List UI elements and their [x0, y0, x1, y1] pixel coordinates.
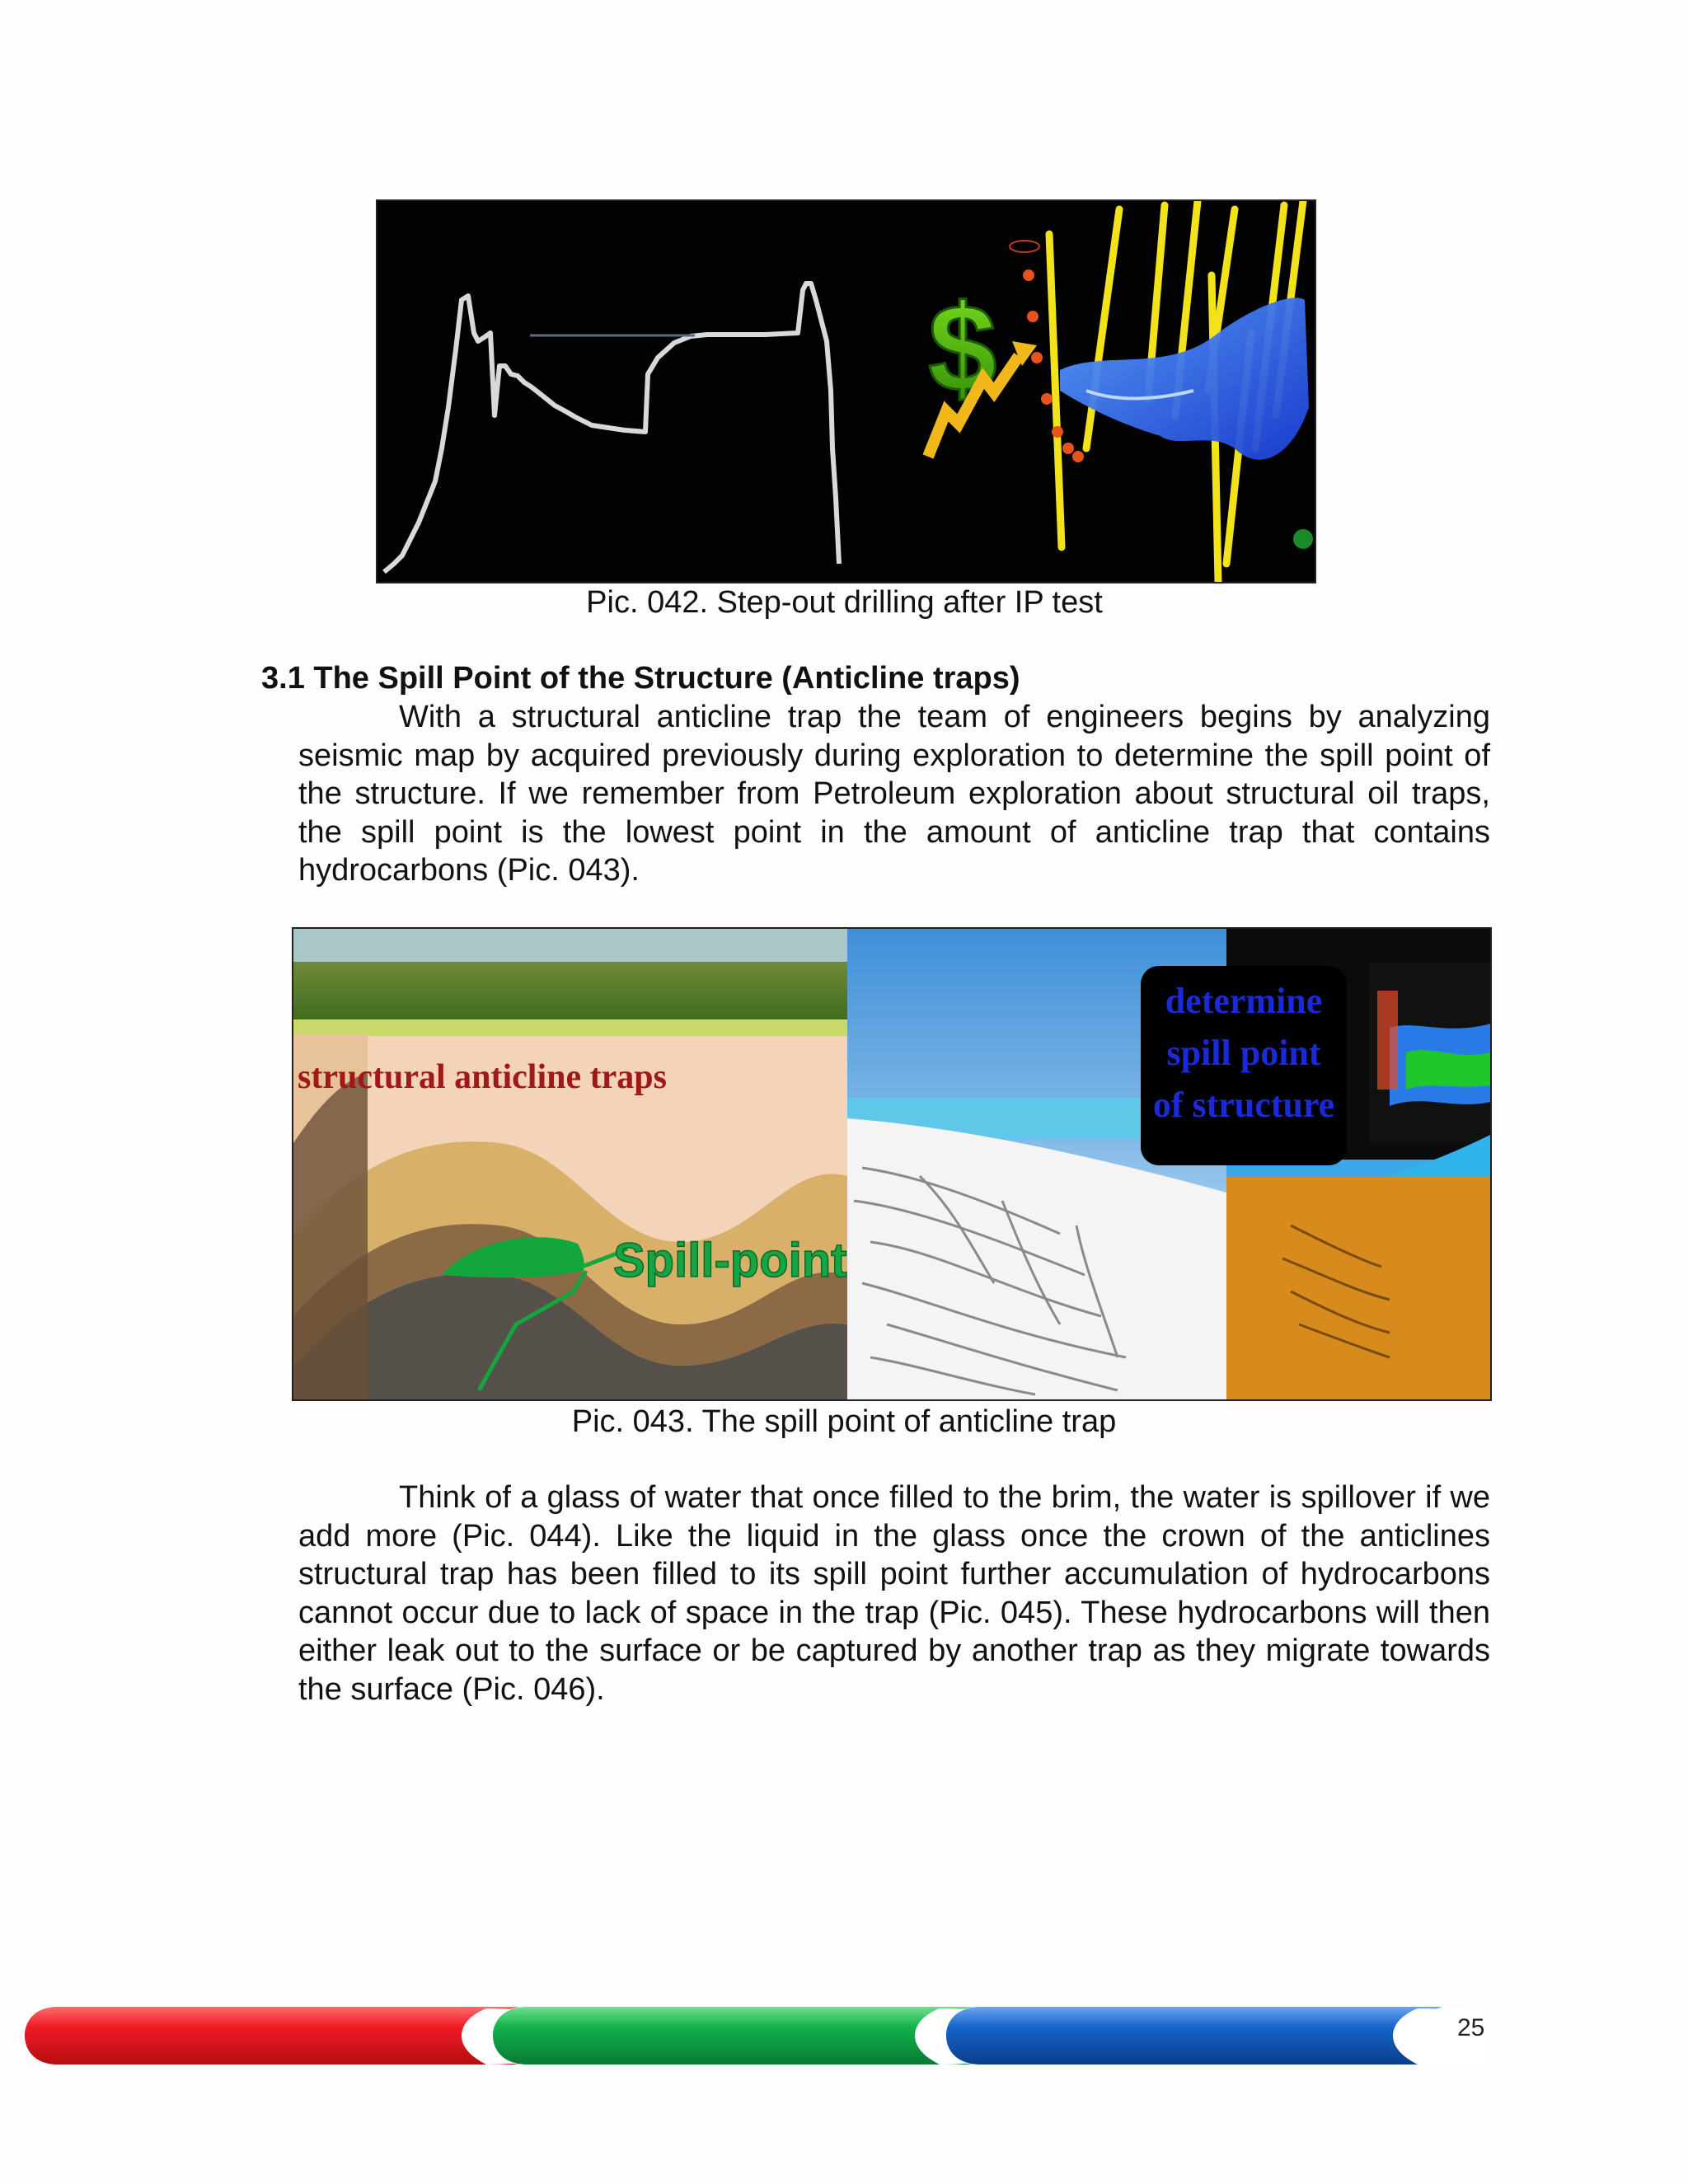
figure-pic-042 [376, 199, 1316, 583]
paragraph-2-text: Think of a glass of water that once filled to the brim, the water is spillover if we add more (Pic. 044). Like the liquid in the glass once the crown of the anticlines structural trap has been filled to its spill point further accumulation of hydrocarbons cannot occur due to lack of space in the trap (Pic. 045). These hydrocarbons will then either leak out to the surface or be captured by another trap as they migrate towards the surface (Pic. 046). [298, 1480, 1490, 1707]
determine-label-line2: spill point [1166, 1033, 1321, 1073]
figure-pic-043 [292, 927, 1492, 1401]
footer-blue-pill [946, 2007, 1442, 2064]
footer-red-pill [25, 2007, 519, 2064]
section-heading: 3.1 The Spill Point of the Structure (Anticline traps) [261, 661, 1020, 696]
paragraph-1-text: With a structural anticline trap the team of engineers begins by analyzing seismic map by acquired previously during exploration to determine the spill point of the structure. If we remember from Petroleum exploration about structural oil traps, the spill point is the lowest point in the amount of anticline trap that contains hydrocarbons (Pic. 043). [298, 700, 1490, 888]
figure-pic-042-image [377, 201, 1315, 582]
footer-banner [25, 1999, 1484, 2073]
paragraph-glass-analogy [298, 1479, 1490, 1708]
dollar-symbol: $ [928, 279, 997, 417]
structural-anticline-label: structural anticline traps [298, 1058, 667, 1096]
page-number: 25 [1457, 2014, 1485, 2041]
spill-point-label: Spill-point [613, 1234, 847, 1287]
footer-green-pill [493, 2007, 973, 2064]
figure-pic-042-caption: Pic. 042. Step-out drilling after IP test [586, 585, 1103, 620]
figure-pic-043-caption: Pic. 043. The spill point of anticline trap [571, 1404, 1117, 1439]
paragraph-spill-point-intro [298, 698, 1490, 890]
determine-label-line1: determine [1165, 981, 1323, 1021]
determine-label-line3: of structure [1152, 1085, 1335, 1125]
figure-pic-043-image [293, 929, 1490, 1399]
